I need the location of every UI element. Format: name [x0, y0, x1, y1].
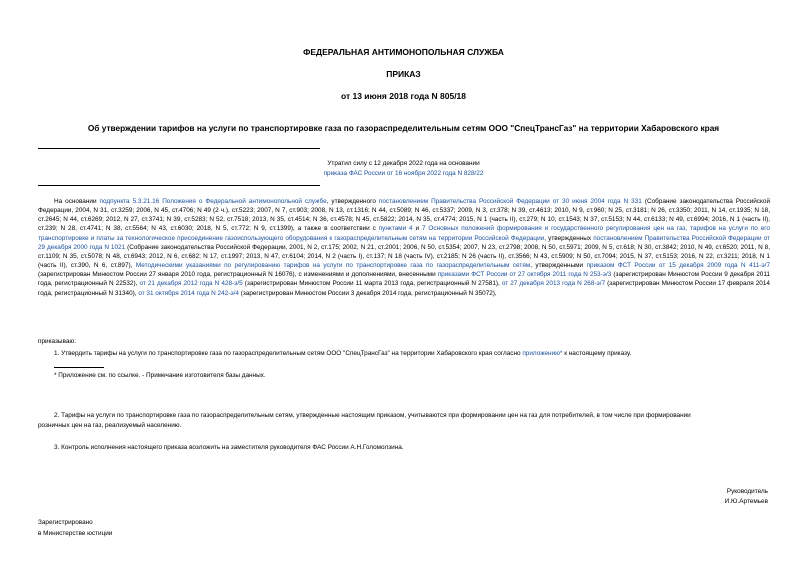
registration-line-1: Зарегистрировано: [38, 519, 93, 526]
appendix-link[interactable]: приложению: [522, 350, 560, 357]
fst-order-253-link[interactable]: приказами ФСТ России от 27 октября 2011 года N 253-э/3: [437, 271, 612, 279]
order-intro: приказываю:: [38, 338, 76, 345]
text: (зарегистрирован Минюстом России 27 января 2010 года, регистрационный N 16076), с изменениями и дополнениями, внесенными: [38, 271, 438, 279]
text: (зарегистрирован Минюстом России 17 февраля 2014 года, регистрационный N 31340),: [38, 280, 770, 297]
registration-line-2: в Министерстве юстиции: [38, 530, 113, 537]
fst-order-242-link[interactable]: от 31 октября 2014 года N 242-э/4: [138, 289, 239, 297]
text: , утвержденными: [530, 262, 587, 270]
text: , утвержденного: [326, 198, 379, 205]
text: , утвержденных: [544, 234, 594, 242]
text: к настоящему приказу.: [562, 350, 632, 357]
order-item-2-line-2: розничных цен на газ, реализуемый населению.: [38, 422, 182, 429]
text: (Собрание законодательства Российской Федерации, 2001, N 2, ст.175; 2002, N 21, ст.2001; 2006, N 50, ст.5354; 2007, N 23, ст.2798; 2008, N 50, ст.5971; 2009, N 5, ст.618; N 30, ст.3842; 2010, N 49, ст.6520; 2011, N 8, ст.1109; N 35, ст.5078; N 48, ст.6943; 2012, N 6, ст.682; N 17, ст.1997; 2013, N 47, ст.6104; 2014, N 2 (часть I), ст.137; N 18 (часть IV), ст.2185; N 26 (часть II), ст.3566; N 43, ст.5909; N 50, ст.7094; 2015, N 37, ст.5153; 2016, N 22, ст.3211; 2018, N 1 (часть II), ст.390, N 6, ст.897),: [38, 243, 770, 270]
order-item-2-line-1: 2. Тарифы на услуги по транспортировке газа по газораспределительным сетям, утвержденные настоящим приказом, учитываются при формировании цен на газ для потребителей, в том числе при формировании: [54, 412, 691, 419]
clause-4-link[interactable]: пунктами 4: [378, 225, 413, 233]
methodical-guidelines-link[interactable]: Методическими указаниями по регулированию тарифов на услуги по транспортировке газа по газораспределительным сетям: [135, 262, 531, 270]
signatory-title: Руководитель: [726, 488, 768, 495]
fst-order-428-link[interactable]: от 21 декабря 2012 года N 428-э/5: [139, 280, 243, 288]
text: (зарегистрирован Минюстом России 3 декабря 2014 года, регистрационный N 35072),: [238, 289, 497, 297]
footnote-text: * Приложение см. по ссылке. - Примечание изготовителя базы данных.: [54, 372, 266, 379]
footnote-marker: *: [559, 350, 563, 357]
status-note: Утратил силу с 12 декабря 2022 года на основании: [327, 160, 480, 167]
basic-provisions-link[interactable]: 7 Основных положений формирования и государственного регулирования цен на газ, тарифов на услуги по его транспортировке и платы за технологическое присоединение газоиспользующего оборудования к газораспределительным сетям на территории Российской Федерации: [38, 225, 771, 242]
fst-order-411-link[interactable]: приказом ФСТ России от 15 декабря 2009 года N 411-э/7: [586, 262, 770, 270]
document-title: Об утверждении тарифов на услуги по транспортировке газа по газораспределительным сетям ООО "СпецТрансГаз" на территории Хабаровского края: [87, 123, 720, 133]
document-date-number: от 13 июня 2018 года N 805/18: [340, 91, 467, 101]
text: (зарегистрирован Минюстом России 11 марта 2013 года, регистрационный N 27581),: [242, 280, 502, 288]
regulation-link[interactable]: подпункта 5.3.21.16 Положения о Федеральной антимонопольной службе: [99, 198, 327, 205]
status-link-row: [0, 170, 807, 179]
text: и: [412, 225, 422, 233]
preamble-paragraph: [38, 197, 770, 298]
text: (Собрание законодательства Российской Федерации, 2004, N 31, ст.3259; 2006, N 45, ст.4706; N 49 (2 ч.), ст.5223; 2007, N 7, ст.903; 2008, N 13, ст.1316; N 44, ст.5089; N 46, ст.5337; 2009, N 3, ст.378; N 39, ст.4613; 2010, N 9, ст.960; N 25, ст.3181; N 26, ст.3350; 2011, N 14, ст.1935; N 18, ст.2645; N 44, ст.6269; 2012, N 27, ст.3741; N 39, ст.5283; N 52, ст.7518; 2013, N 35, ст.4514; N 36, ст.4578; N 45, ст.5822; 2014, N 35, ст.4774; 2015, N 1 (часть II), ст.279; N 10, ст.1543; N 37, ст.5153; N 44, ст.6133; N 49, ст.6994; 2016, N 1 (часть II), ст.239; N 28, ст.4741; N 38, ст.5564; N 43, ст.6030; 2018, N 5, ст.772; N 9, ст.1399), а также в соответствии с: [38, 198, 771, 233]
text: (зарегистрирован Минюстом России 9 декабря 2011 года, регистрационный N 22532),: [38, 271, 770, 288]
document-type: ПРИКАЗ: [386, 69, 421, 79]
text: На основании: [54, 198, 100, 205]
top-divider: [38, 148, 320, 149]
fst-order-268-link[interactable]: от 27 декабря 2013 года N 268-э/7: [501, 280, 606, 288]
text: 1. Утвердить тарифы на услуги по транспортировке газа по газораспределительным сетям ООО "СпецТрансГаз" на территории Хабаровского края согласно: [54, 350, 523, 357]
footnote-divider: [54, 367, 104, 368]
bottom-divider: [38, 185, 320, 186]
order-item-1: [54, 350, 774, 359]
signatory-name: И.Ю.Артемьев: [724, 498, 768, 505]
order-item-3: 3. Контроль исполнения настоящего приказа возложить на заместителя руководителя ФАС России А.Н.Голомолзина.: [54, 444, 404, 451]
repeal-order-link[interactable]: приказа ФАС России от 16 ноября 2022 года N 828/22: [323, 170, 484, 177]
government-decree-link[interactable]: постановлением Правительства Российской Федерации от 30 июня 2004 года N 331: [378, 198, 642, 205]
government-decree-1021-link[interactable]: постановлением Правительства Российской Федерации от 29 декабря 2000 года N 1021: [38, 234, 770, 251]
agency-name: ФЕДЕРАЛЬНАЯ АНТИМОНОПОЛЬНАЯ СЛУЖБА: [303, 47, 504, 57]
